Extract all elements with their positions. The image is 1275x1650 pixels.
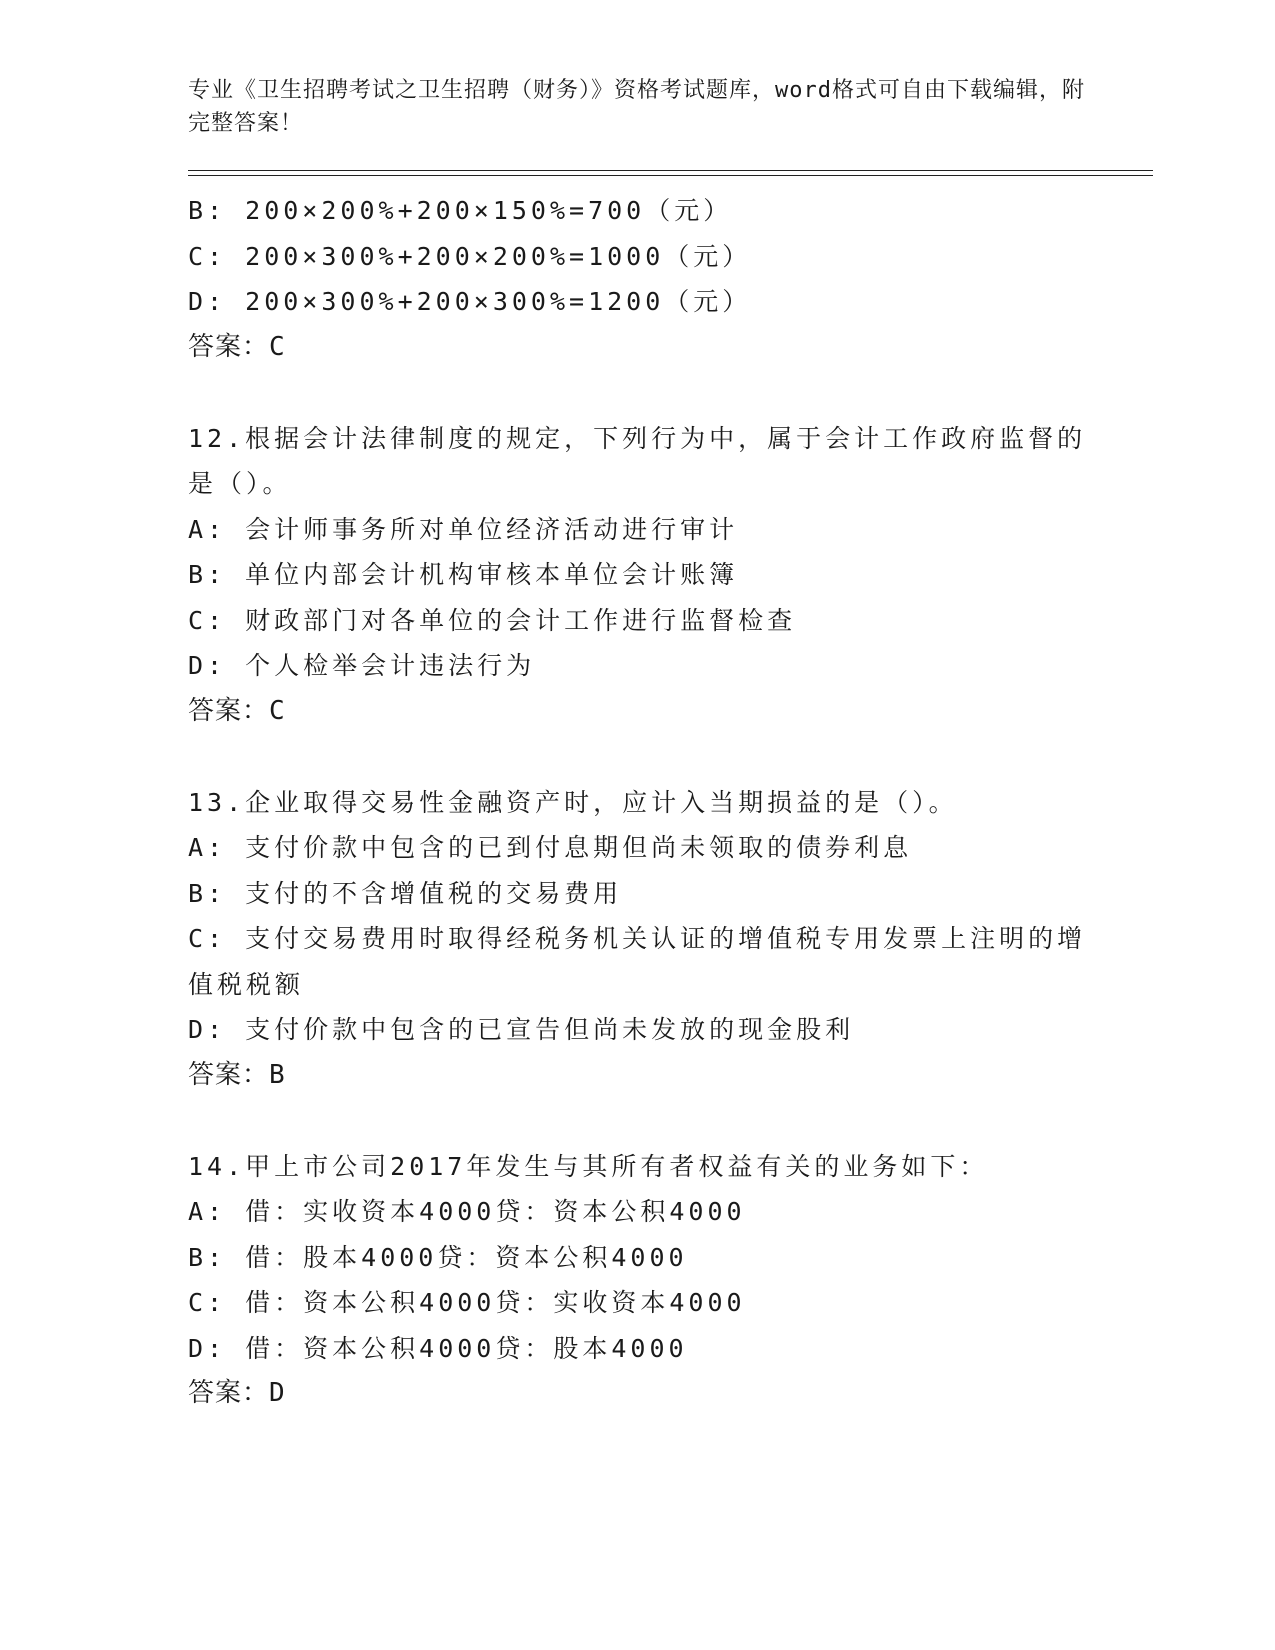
question-stem: 13.企业取得交易性金融资产时，应计入当期损益的是（）。 — [188, 787, 958, 817]
answer: 答案：B — [188, 1059, 286, 1090]
option-d: D: 个人检举会计违法行为 — [188, 651, 536, 680]
option-c: C: 支付交易费用时取得经税务机关认证的增值税专用发票上注明的增值税税额 — [188, 924, 1087, 999]
header-rule-top — [188, 170, 1153, 171]
option-c: C: 借：资本公积4000贷：实收资本4000 — [188, 1288, 746, 1317]
option-d: D: 借：资本公积4000贷：股本4000 — [188, 1333, 688, 1363]
option-a: A: 会计师事务所对单位经济活动进行审计 — [188, 514, 739, 544]
option-b: B: 200×200%+200×150%=700（元） — [188, 196, 733, 225]
question-12 — [188, 416, 1088, 735]
answer: 答案：C — [188, 695, 286, 726]
document-header: 专业《卫生招聘考试之卫生招聘（财务）》资格考试题库，word格式可自由下载编辑，附完整答案！ — [188, 78, 1085, 136]
question-stem: 14.甲上市公司2017年发生与其所有者权益有关的业务如下： — [188, 1151, 989, 1181]
option-b: B: 借：股本4000贷：资本公积4000 — [188, 1242, 688, 1272]
answer: 答案：D — [188, 1378, 286, 1408]
option-b: B: 支付的不含增值税的交易费用 — [188, 878, 623, 908]
option-c: C: 200×300%+200×200%=1000（元） — [188, 241, 752, 271]
question-13 — [188, 780, 1088, 1099]
spacer — [188, 1098, 1088, 1144]
option-d: D: 200×300%+200×300%=1200（元） — [188, 287, 752, 316]
spacer — [188, 370, 1088, 416]
answer: 答案：C — [188, 331, 286, 362]
option-d: D: 支付价款中包含的已宣告但尚未发放的现金股利 — [188, 1015, 855, 1044]
header-rule-bottom — [188, 175, 1153, 176]
option-c: C: 财政部门对各单位的会计工作进行监督检查 — [188, 605, 797, 635]
question-11-tail — [188, 188, 1088, 370]
option-a: A: 支付价款中包含的已到付息期但尚未领取的债券利息 — [188, 833, 913, 862]
spacer — [188, 734, 1088, 780]
question-stem: 12.根据会计法律制度的规定，下列行为中，属于会计工作政府监督的是（）。 — [188, 423, 1087, 498]
option-b: B: 单位内部会计机构审核本单位会计账簿 — [188, 560, 739, 589]
question-content — [188, 188, 1088, 1417]
option-a: A: 借：实收资本4000贷：资本公积4000 — [188, 1197, 746, 1226]
question-14 — [188, 1144, 1088, 1417]
